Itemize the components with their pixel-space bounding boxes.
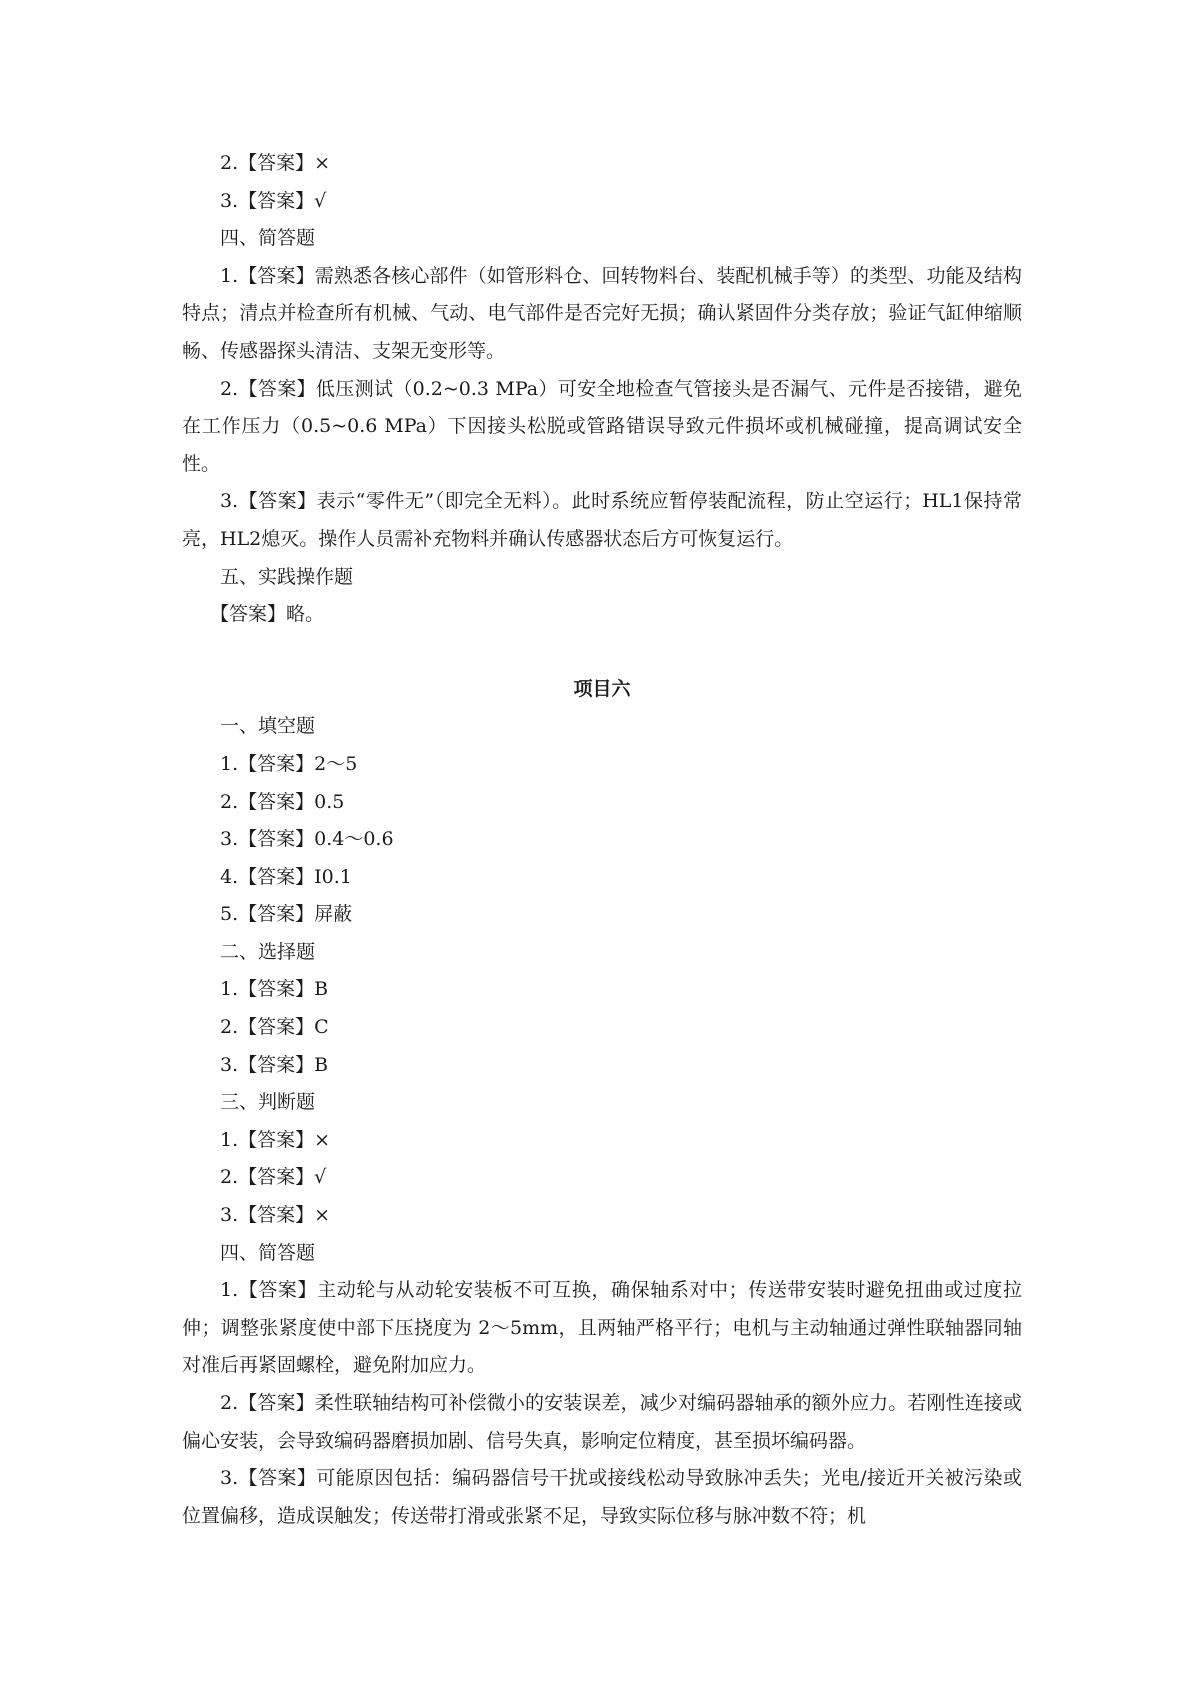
question-type-heading: 二、选择题 (220, 940, 316, 963)
answer-paragraph: 3.【答案】表示“零件无”（即完全无料）。此时系统应暂停装配流程，防止空运行；HL1保持常亮，HL2熄灭。操作人员需补充物料并确认传感器状态后方可恢复运行。 (182, 490, 1022, 550)
question-type-heading: 四、简答题 (220, 227, 316, 250)
answer-line: 2.【答案】√ (220, 1166, 327, 1189)
answer-paragraph: 2.【答案】柔性联轴结构可补偿微小的安装误差，减少对编码器轴承的额外应力。若刚性连接或偏心安装，会导致编码器磨损加剧、信号失真，影响定位精度，甚至损坏编码器。 (182, 1392, 1022, 1452)
page-content (182, 145, 1022, 1535)
answer-line: 3.【答案】B (220, 1053, 329, 1076)
answer-line: 1.【答案】B (220, 978, 329, 1001)
answer-line: 3.【答案】× (220, 1204, 331, 1227)
section-title: 项目六 (573, 677, 631, 700)
answer-line: 1.【答案】× (220, 1128, 331, 1151)
answer-paragraph: 1.【答案】主动轮与从动轮安装板不可互换，确保轴系对中；传送带安装时避免扭曲或过度拉伸；调整张紧度使中部下压挠度为 2～5mm，且两轴严格平行；电机与主动轴通过弹性联轴器同轴对准后再紧固螺栓，避免附加应力。 (182, 1279, 1022, 1377)
question-type-heading: 四、简答题 (220, 1241, 316, 1264)
answer-paragraph: 2.【答案】低压测试（0.2~0.3 MPa）可安全地检查气管接头是否漏气、元件是否接错，避免在工作压力（0.5~0.6 MPa）下因接头松脱或管路错误导致元件损坏或机械碰撞，提高调试安全性。 (182, 377, 1022, 475)
answer-paragraph: 3.【答案】可能原因包括：编码器信号干扰或接线松动导致脉冲丢失；光电/接近开关被污染或位置偏移，造成误触发；传送带打滑或张紧不足，导致实际位移与脉冲数不符；机 (182, 1467, 1022, 1527)
answer-line: 1.【答案】2～5 (220, 752, 358, 775)
question-type-heading: 一、填空题 (220, 715, 316, 738)
question-type-heading: 五、实践操作题 (220, 565, 354, 588)
answer-line: 4.【答案】I0.1 (220, 865, 352, 888)
question-type-heading: 三、判断题 (220, 1091, 316, 1114)
answer-line: 2.【答案】C (220, 1016, 329, 1039)
answer-paragraph: 1.【答案】需熟悉各核心部件（如管形料仓、回转物料台、装配机械手等）的类型、功能及结构特点；清点并检查所有机械、气动、电气部件是否完好无损；确认紧固件分类存放；验证气缸伸缩顺畅、传感器探头清洁、支架无变形等。 (182, 264, 1022, 362)
answer-line: 3.【答案】0.4～0.6 (220, 828, 394, 851)
answer-line: 2.【答案】0.5 (220, 790, 345, 813)
answer-line: 2.【答案】× (220, 152, 331, 174)
answer-line: 3.【答案】√ (220, 189, 327, 212)
answer-line: 5.【答案】屏蔽 (220, 903, 353, 926)
answer-line: 【答案】略。 (210, 603, 325, 626)
